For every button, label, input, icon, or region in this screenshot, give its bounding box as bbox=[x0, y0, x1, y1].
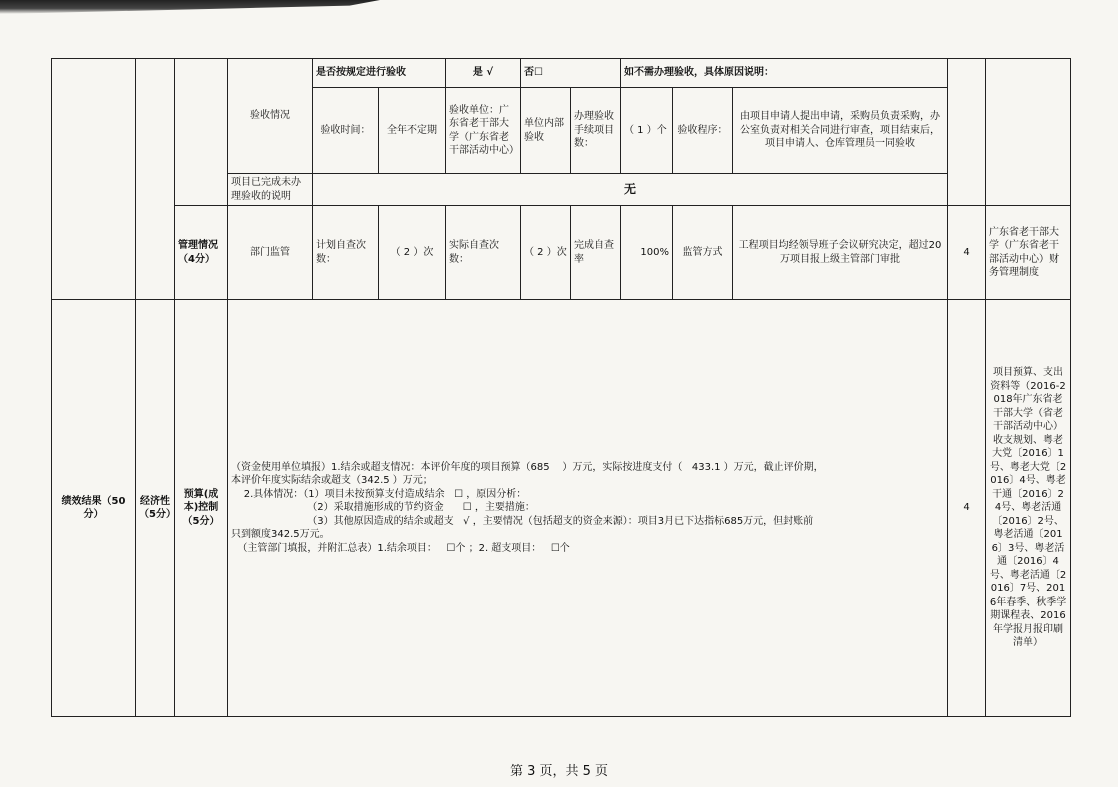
evidence-cell-empty bbox=[986, 59, 1071, 206]
sub-cell-empty bbox=[136, 59, 175, 300]
method-value: 工程项目均经领导班子会议研究决定，超过20万项目报上级主管部门审批 bbox=[733, 206, 948, 300]
procedure-count: （ 1 ）个 bbox=[621, 88, 673, 174]
management-evidence: 广东省老干部大学（广东省老干部活动中心）财务管理制度 bbox=[986, 206, 1071, 300]
table-row bbox=[52, 59, 1071, 88]
results-evidence: 项目预算、支出资料等（2016-2018年广东省老干部大学（省老干部活动中心）收支规划、粤老大党〔2016〕1号、粤老大党〔2016〕4号、粤老干通〔2016〕24号、粤老活通〔2016〕2号、粤老活通〔2016〕3号、粤老活通〔2016〕4号、粤老活通〔2016〕7号、2016年春季、秋季学期课程表、2016年学报月报印刷清单） bbox=[986, 300, 1071, 717]
procedure-label: 办理验收手续项目数： bbox=[571, 88, 621, 174]
budget-line: 本评价年度实际结余或超支（342.5 ）万元； bbox=[231, 475, 433, 487]
budget-description bbox=[228, 300, 948, 717]
plan-value: （ 2 ）次 bbox=[379, 206, 446, 300]
rate-label: 完成自查率 bbox=[571, 206, 621, 300]
budget-line: （3）其他原因造成的结余或超支 √ ，主要情况（包括超支的资金来源）：项目3月已下达指标685万元，但封账前 bbox=[231, 515, 814, 527]
incomplete-value: 无 bbox=[313, 174, 948, 206]
results-category: 绩效结果（50分） bbox=[52, 300, 136, 717]
economy-sub: 经济性（5分） bbox=[136, 300, 175, 717]
no-option: 否☐ bbox=[521, 59, 621, 88]
acceptance-time-value: 全年不定期 bbox=[379, 88, 446, 174]
process-label: 验收程序： bbox=[673, 88, 733, 174]
item-cell-empty bbox=[175, 59, 228, 206]
budget-line: 2.具体情况：（1）项目未按预算支付造成结余 ☐ ，原因分析： bbox=[231, 488, 527, 500]
evaluation-table bbox=[51, 58, 1071, 717]
acceptance-label: 验收情况 bbox=[228, 59, 313, 174]
plan-label: 计划自查次数： bbox=[313, 206, 379, 300]
rate-value: 100% bbox=[621, 206, 673, 300]
department-supervision: 部门监管 bbox=[228, 206, 313, 300]
method-label: 监管方式 bbox=[673, 206, 733, 300]
acceptance-unit: 验收单位：广东省老干部大学（广东省老干部活动中心） bbox=[446, 88, 521, 174]
management-score: 4 bbox=[948, 206, 986, 300]
budget-line: （2）采取措施形成的节约资金 ☐ ，主要措施： bbox=[231, 502, 535, 514]
table-row bbox=[52, 300, 1071, 717]
yes-option: 是 √ bbox=[446, 59, 521, 88]
results-score: 4 bbox=[948, 300, 986, 717]
process-desc: 由项目申请人提出申请，采购员负责采购，办公室负责对相关合同进行审查，项目结束后，项目申请人、仓库管理员一同验收 bbox=[733, 88, 948, 174]
actual-label: 实际自查次数： bbox=[446, 206, 521, 300]
scan-edge-mark bbox=[0, 0, 380, 14]
incomplete-label: 项目已完成未办理验收的说明 bbox=[228, 174, 313, 206]
budget-line: 只到额度342.5万元。 bbox=[231, 529, 330, 541]
acceptance-compliance: 是否按规定进行验收 bbox=[313, 59, 446, 88]
score-cell-empty bbox=[948, 59, 986, 206]
budget-line: （资金使用单位填报）1.结余或超支情况：本评价年度的项目预算（685 ）万元，实际按进度支付（ 433.1 ）万元，截止评价期， bbox=[231, 461, 824, 473]
acceptance-time-label: 验收时间： bbox=[313, 88, 379, 174]
category-cell-empty bbox=[52, 59, 136, 300]
page-number: 第 3 页，共 5 页 bbox=[509, 764, 609, 779]
no-acceptance-reason: 如不需办理验收，具体原因说明： bbox=[621, 59, 948, 88]
actual-value: （ 2 ）次 bbox=[521, 206, 571, 300]
management-section: 管理情况（4分） bbox=[175, 206, 228, 300]
table-row bbox=[52, 206, 1071, 300]
internal-acceptance: 单位内部验收 bbox=[521, 88, 571, 174]
budget-line: （主管部门填报，并附汇总表）1.结余项目： ☐个 ；2. 超支项目： ☐个 bbox=[231, 542, 570, 554]
budget-control-item: 预算(成本)控制（5分） bbox=[175, 300, 228, 717]
